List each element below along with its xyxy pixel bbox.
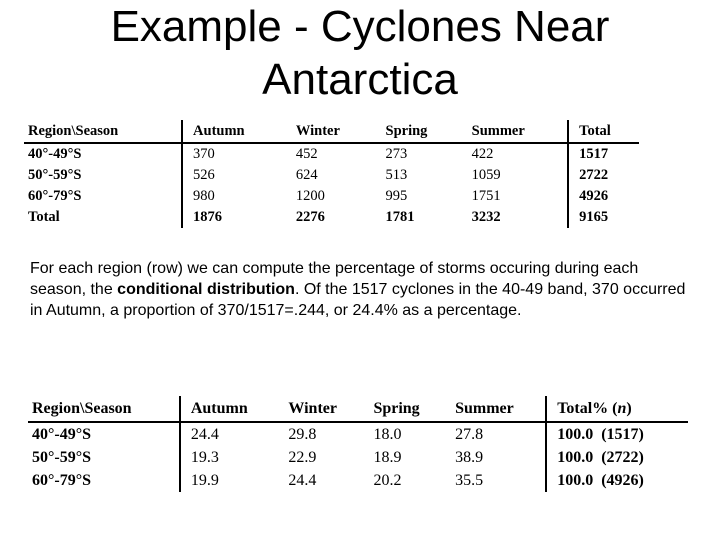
row-region: 50°-59°S <box>24 165 182 186</box>
cell-total: 4926 <box>579 188 609 204</box>
cell-spring: 18.9 <box>373 448 402 466</box>
cell-spring: 995 <box>385 188 408 204</box>
row-region: Total <box>24 207 182 228</box>
conditional-distribution-table <box>28 396 688 492</box>
paragraph-text-2: . Of the 1517 cyclones in the 40-49 band, 370 occurred in Autumn, a proportion of 370/1517=.244, or 24.4% as a percentage. <box>30 281 686 319</box>
table-row <box>28 446 688 469</box>
slide-title-line-1: Example - Cyclones Near <box>110 2 610 51</box>
cell-winter: 22.9 <box>288 448 317 466</box>
table-header-row <box>24 120 639 143</box>
header-winter: Winter <box>286 120 376 143</box>
header-autumn: Autumn <box>182 120 286 143</box>
cell-total: 100.0 (2722) <box>557 448 644 466</box>
table-row <box>28 469 688 492</box>
cell-autumn: 370 <box>193 146 215 162</box>
paragraph-text-1: For each region (row) we can compute the percentage of storms occuring during each season, the <box>30 260 639 298</box>
cell-spring: 513 <box>385 167 408 183</box>
cell-total: 100.0 (1517) <box>557 425 644 443</box>
cell-total: 1517 <box>579 146 609 162</box>
header-autumn: Autumn <box>180 396 279 422</box>
table-row <box>24 165 639 186</box>
row-region: 40°-49°S <box>28 422 180 446</box>
explanation-paragraph <box>30 258 690 321</box>
cell-summer: 27.8 <box>445 422 546 446</box>
table-row-total <box>24 207 639 228</box>
cell-summer: 38.9 <box>445 446 546 469</box>
cell-total: 100.0 (4926) <box>557 471 644 489</box>
cell-summer: 422 <box>462 143 568 165</box>
row-region: 50°-59°S <box>28 446 180 469</box>
header-total: Total <box>568 120 639 143</box>
cell-spring: 18.0 <box>373 425 402 443</box>
cell-summer: 1059 <box>462 165 568 186</box>
header-region-season: Region\Season <box>24 120 182 143</box>
cell-spring: 273 <box>385 146 408 162</box>
cell-total: 9165 <box>579 209 609 225</box>
cell-spring: 1781 <box>385 209 415 225</box>
cell-summer: 1751 <box>462 186 568 207</box>
slide-title <box>0 0 720 106</box>
row-region: 40°-49°S <box>24 143 182 165</box>
table-row <box>24 143 639 165</box>
header-summer: Summer <box>462 120 568 143</box>
cell-winter: 24.4 <box>288 471 317 489</box>
cell-winter: 1200 <box>295 188 325 204</box>
row-region: 60°-79°S <box>24 186 182 207</box>
cell-summer: 35.5 <box>445 469 546 492</box>
paragraph-bold-term: conditional distribution <box>117 281 295 298</box>
header-total-percent <box>546 396 688 422</box>
row-region: 60°-79°S <box>28 469 180 492</box>
header-region-season: Region\Season <box>28 396 180 422</box>
slide-title-line-2: Antarctica <box>262 55 458 104</box>
header-spring: Spring <box>376 120 462 143</box>
cell-winter: 29.8 <box>288 425 317 443</box>
table-row <box>24 186 639 207</box>
cell-winter: 452 <box>295 146 318 162</box>
cyclone-counts-table <box>24 120 639 228</box>
header-summer: Summer <box>445 396 546 422</box>
table-row <box>28 422 688 446</box>
cell-autumn: 980 <box>193 188 215 204</box>
cell-summer: 3232 <box>462 207 568 228</box>
header-total-n: n <box>617 399 627 417</box>
cell-autumn: 1876 <box>193 209 223 225</box>
cell-autumn: 19.9 <box>190 471 219 489</box>
cell-autumn: 19.3 <box>190 448 219 466</box>
cell-autumn: 526 <box>193 167 215 183</box>
cell-total: 2722 <box>579 167 609 183</box>
cell-winter: 2276 <box>295 209 325 225</box>
cell-winter: 624 <box>295 167 318 183</box>
cell-autumn: 24.4 <box>190 425 219 443</box>
header-spring: Spring <box>363 396 445 422</box>
header-total-close: ) <box>626 399 632 417</box>
cell-spring: 20.2 <box>373 471 402 489</box>
header-winter: Winter <box>278 396 363 422</box>
header-total-label: Total% ( <box>557 399 618 417</box>
table-header-row <box>28 396 688 422</box>
